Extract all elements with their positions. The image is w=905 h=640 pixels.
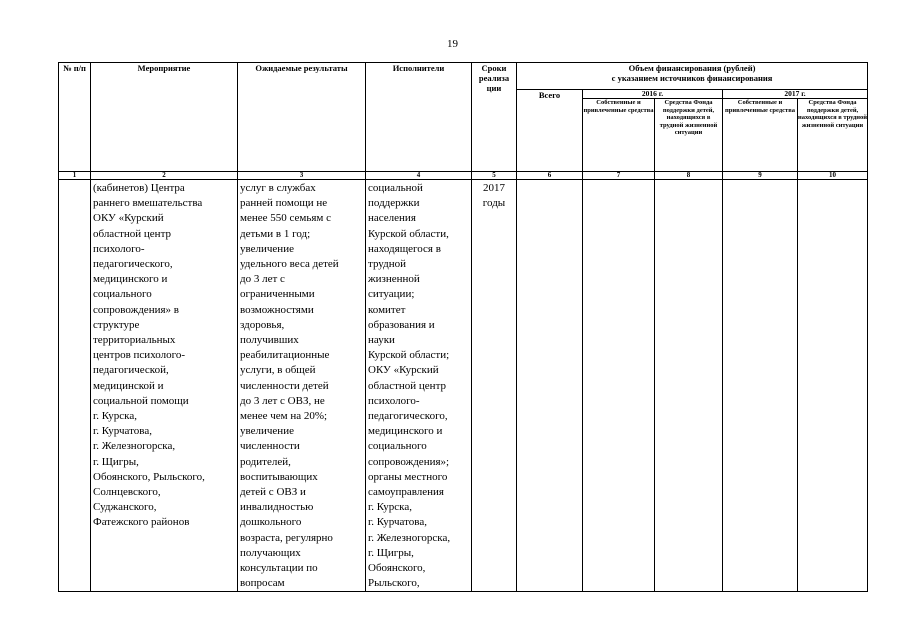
column-number: 4 [366,172,472,180]
event-text-line: социальной помощи [93,394,189,407]
results-text-line: консультации по [240,562,318,575]
results-text-line: услуги, в общей [240,364,316,377]
page-number: 19 [447,38,458,50]
results-text-line: менее 550 семьям с [240,212,332,225]
results-text-line: ранней помощи не [240,197,328,210]
executors-text-line: населения [368,212,416,225]
results-text-line: здоровья, [240,318,285,331]
cell-terms [472,180,517,592]
header-terms: Сроки реализа ции [472,63,517,172]
event-text-line: г. Железногорска, [93,440,176,453]
header-own-funds-2016: Собственные и привлеченные средства [583,99,655,172]
results-text-line: возможностями [240,303,314,316]
executors-text-line: поддержки [368,197,420,210]
header-funding: Объем финансирования (рублей) с указанием источников финансирования [517,63,868,90]
executors-text-line: науки [368,334,395,347]
event-text-line: Фатежского районов [93,516,190,529]
executors-text-line: образования и [368,318,435,331]
results-text-line: возраста, регулярно [240,531,333,544]
terms-text-line: 2017 [483,182,505,194]
terms-text-line: годы [482,197,506,210]
event-text-line: раннего вмешательства [93,197,203,210]
event-text-line: г. Курчатова, [93,425,152,438]
results-text-line: численности детей [240,379,329,392]
results-text-line: родителей, [240,455,291,468]
cell-executors [366,180,472,592]
results-text-line: увеличение [240,242,294,255]
executors-text-line: органы местного [368,470,448,483]
executors-text-line: комитет [368,303,406,316]
event-text-line: центров психолого- [93,349,186,362]
executors-text-line: самоуправления [368,486,444,499]
column-number: 6 [517,172,583,180]
event-text-line: социального [93,288,152,301]
event-text-line: структуре [93,318,140,331]
results-text-line: до 3 лет с ОВЗ, не [240,394,325,407]
column-number-row [59,172,868,180]
executors-text-line: педагогического, [368,410,448,423]
cell-fund-support-2016 [655,180,723,592]
results-text-line: получающих [240,546,301,559]
event-text-line: медицинской и [93,379,164,392]
executors-text-line: находящегося в [368,242,441,255]
cell-own-funds-2017 [723,180,798,592]
header-executors: Исполнители [366,63,472,172]
cell-event [91,180,238,592]
results-text-line: удельного веса детей [240,258,339,271]
results-text-line: детьми в 1 год; [240,227,311,240]
results-text-line: инвалидностью [240,501,314,514]
event-text-line: ОКУ «Курский [93,212,164,225]
executors-text-line: г. Курска, [368,501,412,514]
event-text-line: территориальных [93,334,176,347]
results-text-line: воспитывающих [240,470,318,483]
column-number: 10 [798,172,868,180]
executors-text-line: Обоянского, [368,562,426,575]
results-text-line: получивших [240,334,299,347]
cell-own-funds-2016 [583,180,655,592]
results-text-line: вопросам [240,577,285,590]
executors-text-line: социального [368,440,427,453]
cell-total [517,180,583,592]
header-event: Мероприятие [91,63,238,172]
results-text-line: до 3 лет с [240,273,285,286]
column-number: 9 [723,172,798,180]
executors-text-line: г. Щигры, [368,546,414,559]
executors-text-line: жизненной [368,273,420,286]
header-total: Всего [517,90,583,172]
event-text-line: областной центр [93,227,172,240]
table-row [59,180,868,592]
event-text-line: педагогической, [93,364,169,377]
header-own-funds-2017: Собственные и привлеченные средства [723,99,798,172]
event-text-line: психолого- [93,242,145,255]
executors-text-line: областной центр [368,379,447,392]
executors-text-line: г. Курчатова, [368,516,427,529]
executors-text-line: Курской области, [368,227,449,240]
executors-text-line: Курской области; [368,349,450,362]
header-year-2016: 2016 г. [583,90,723,99]
header-results: Ожидаемые результаты [238,63,366,172]
event-text-line: Суджанского, [93,501,157,514]
event-text-line: Обоянского, Рыльского, [93,470,205,483]
results-text-line: численности [240,440,300,453]
executors-text-line: сопровождения»; [368,455,450,468]
event-text-line: педагогического, [93,258,173,271]
column-number: 8 [655,172,723,180]
event-text-line: сопровождения» в [93,303,179,316]
cell-number [59,180,91,592]
results-text-line: услуг в службах [240,182,316,194]
column-number: 7 [583,172,655,180]
column-number: 5 [472,172,517,180]
event-text-line: медицинского и [93,273,168,286]
executors-text-line: Рыльского, [368,577,420,590]
executors-text-line: медицинского и [368,425,443,438]
cell-fund-support-2017 [798,180,868,592]
header-fund-support-2016: Средства Фонда поддержки детей, находящихся в трудной жизненной ситуации [655,99,723,172]
results-text-line: реабилитационные [240,349,330,362]
executors-text-line: трудной [368,258,406,271]
results-text-line: детей с ОВЗ и [240,486,306,499]
event-text-line: Солнцевского, [93,486,161,499]
column-number: 3 [238,172,366,180]
header-year-2017: 2017 г. [723,90,868,99]
event-text-line: (кабинетов) Центра [93,182,185,194]
executors-text-line: социальной [368,182,423,194]
results-text-line: увеличение [240,425,294,438]
column-number: 2 [91,172,238,180]
executors-text-line: психолого- [368,394,420,407]
executors-text-line: г. Железногорска, [368,531,451,544]
event-text-line: г. Курска, [93,410,137,423]
event-text-line: г. Щигры, [93,455,139,468]
results-text-line: менее чем на 20%; [240,410,328,423]
header-fund-support-2017: Средства Фонда поддержки детей, находящихся в трудной жизненной ситуации [798,99,868,172]
results-text-line: дошкольного [240,516,302,529]
executors-text-line: ситуации; [368,288,415,301]
cell-results [238,180,366,592]
results-text-line: ограниченными [240,288,315,301]
executors-text-line: ОКУ «Курский [368,364,439,377]
column-number: 1 [59,172,91,180]
header-number: № п/п [59,63,91,172]
funding-table [58,62,868,592]
